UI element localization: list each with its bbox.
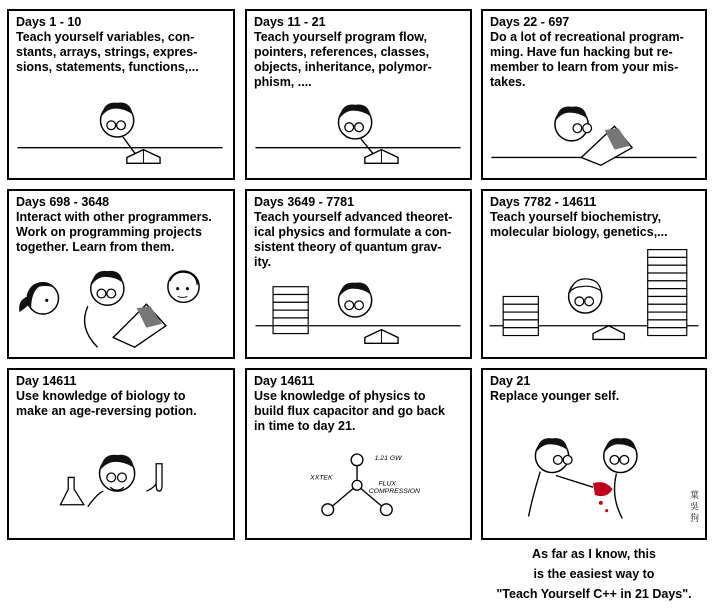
comic-panel-2 [245,9,472,180]
panel-title: Days 698 - 3648 [16,195,110,209]
flux-right-label: FLUX [378,480,396,488]
books-student-illustration [247,191,470,357]
caption-line-1: As far as I know, this [532,547,656,561]
comic-panel-5 [245,189,472,359]
panel-title: Days 1 - 10 [16,15,82,29]
self-replacement-illustration [483,370,705,538]
comic-panel-4 [7,189,235,359]
panel-title: Days 7782 - 14611 [490,195,597,209]
comic-panel-3 [481,9,707,180]
comic-panel-9 [481,368,707,540]
panel-text: Use knowledge of physics to build flux capacitor and go back in time to day 21. [254,389,446,433]
panel-text: Teach yourself advanced theoret- ical physics and formulate a con- sistent theory of quantum grav- ity. [254,210,453,269]
panel-text: Use knowledge of biology to make an age-reversing potion. [16,389,197,418]
panel-title: Day 21 [490,374,531,388]
panel-title: Day 14611 [16,374,77,388]
flux-top-label: 1.21 GW [374,454,402,462]
comic-panel-7 [7,368,235,540]
panel-text: Do a lot of recreational program- ming. Have fun hacking but re- member to learn from your mis- takes. [490,30,684,89]
bottom-caption [481,544,707,604]
laptop-student-illustration [483,11,705,178]
panel-title: Days 11 - 21 [254,15,326,29]
reading-student-illustration [247,11,470,178]
flux-left-label: XXTEK [310,474,333,482]
comic-panel-6 [481,189,707,359]
panel-text: Interact with other programmers. Work on programming projects together. Learn from them. [16,210,212,254]
group-programmers-illustration [9,191,233,357]
comic-panel-1 [7,9,235,180]
panel-text: Teach yourself biochemistry, molecular biology, genetics,... [490,210,668,239]
book-stacks-student-illustration [483,191,705,357]
panel-text: Teach yourself program flow, pointers, references, classes, objects, inheritance, polymor- phism, .... [254,30,432,89]
panel-title: Day 14611 [254,374,315,388]
caption-line-3: "Teach Yourself C++ in 21 Days". [496,587,692,601]
panel-text: Replace younger self. [490,389,620,403]
potion-scientist-illustration [9,370,233,538]
flux-capacitor-illustration [247,370,470,538]
caption-line-2: is the easiest way to [533,567,655,581]
artist-signature: 葉 吳 狗 [689,490,699,523]
panel-title: Days 3649 - 7781 [254,195,355,209]
flux-right-label-2: COMPRESSION [368,488,420,496]
comic-panel-8 [245,368,472,540]
panel-title: Days 22 - 697 [490,15,570,29]
reading-student-illustration [9,11,233,178]
panel-text: Teach yourself variables, con- stants, arrays, strings, expres- sions, statements, functions,... [16,30,199,74]
